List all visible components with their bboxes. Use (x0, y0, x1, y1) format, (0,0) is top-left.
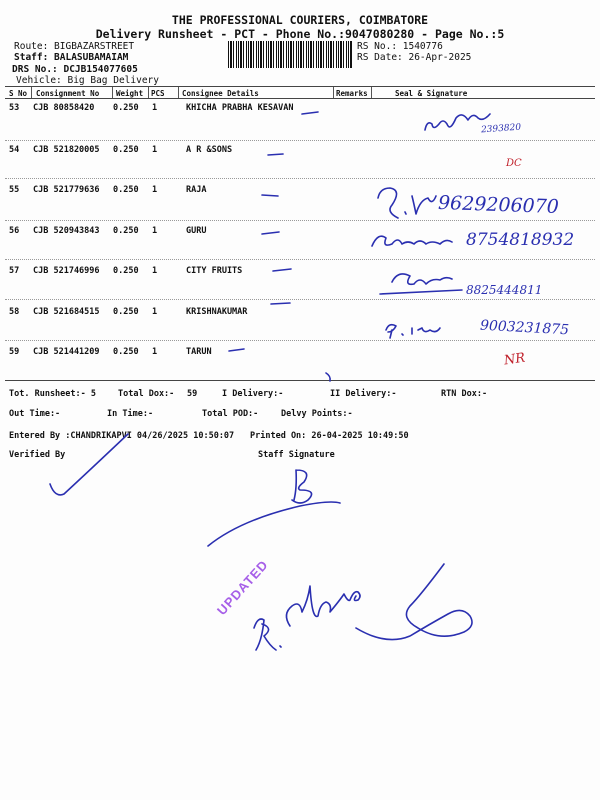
rs-date: RS Date: 26-Apr-2025 (357, 52, 472, 63)
updated-stamp: UPDATED (214, 556, 272, 619)
handwritten-number-56: 8754818932 (466, 230, 575, 250)
handwritten-note-54: DC (506, 158, 522, 169)
ii-delivery: II Delivery:- (330, 389, 397, 399)
rs-number: RS No.: 1540776 (357, 41, 443, 52)
handwritten-number-55: 9629206070 (437, 191, 560, 219)
row-54-weight: 0.250 (113, 145, 139, 155)
row-55-weight: 0.250 (113, 185, 139, 195)
signature-loop (356, 564, 472, 640)
tick-mark (262, 195, 278, 196)
row-56-weight: 0.250 (113, 226, 139, 236)
row-57-pcs: 1 (152, 266, 158, 276)
row-55-consignee: RAJA (186, 185, 207, 195)
handwritten-number-53: 2393820 (480, 122, 522, 136)
signature-58 (386, 325, 440, 338)
tick-mark (271, 303, 290, 304)
row-59-consignment: CJB 521441209 (33, 347, 100, 357)
col-consignee: Consignee Details (182, 89, 259, 98)
row-53-pcs: 1 (152, 103, 158, 113)
company-title: THE PROFESSIONAL COURIERS, COIMBATORE (171, 13, 429, 27)
row-57-consignment: CJB 521746996 (33, 266, 100, 276)
row-53-sno: 53 (9, 103, 20, 113)
row-59-pcs: 1 (152, 347, 158, 357)
staff-signature (292, 470, 312, 503)
row-57-sno: 57 (9, 266, 20, 276)
row-divider (5, 259, 595, 260)
tick-mark (229, 349, 244, 351)
row-58-sno: 58 (9, 307, 20, 317)
entered-by: Entered By :CHANDRIKAPVI 04/26/2025 10:50:07 (9, 431, 235, 441)
col-divider (371, 87, 372, 98)
row-56-sno: 56 (9, 226, 20, 236)
col-divider (31, 87, 32, 98)
tick-mark (268, 154, 283, 155)
row-55-pcs: 1 (152, 185, 158, 195)
row-53-weight: 0.250 (113, 103, 139, 113)
signature-55 (378, 188, 436, 218)
row-58-consignee: KRISHNAKUMAR (186, 307, 248, 317)
row-56-consignee: GURU (186, 226, 207, 236)
handwritten-number-58: 9003231875 (479, 317, 570, 339)
tick-mark (262, 232, 279, 234)
row-divider (5, 220, 595, 221)
row-54-pcs: 1 (152, 145, 158, 155)
row-59-consignee: TARUN (186, 347, 212, 357)
row-58-weight: 0.250 (113, 307, 139, 317)
row-53-consignment: CJB 80858420 (33, 103, 95, 113)
col-pcs: PCS (151, 89, 165, 98)
out-time: Out Time:- (9, 409, 61, 419)
total-dox-label: Total Dox:- (118, 389, 175, 399)
col-sno: S No (9, 89, 28, 98)
col-weight: Weight (116, 89, 144, 98)
staff-label: Staff: BALASUBAMAIAM (14, 52, 129, 63)
signature-chandrika (286, 586, 360, 626)
runsheet-subtitle: Delivery Runsheet - PCT - Phone No.:9047080280 - Page No.:5 (95, 27, 505, 41)
rtn-dox: RTN Dox:- (441, 389, 488, 399)
handwritten-note-59: NR (503, 350, 527, 369)
vehicle-label: Vehicle: Big Bag Delivery (16, 75, 159, 86)
row-57-weight: 0.250 (113, 266, 139, 276)
row-54-sno: 54 (9, 145, 20, 155)
total-runsheet: Tot. Runsheet:- 5 (9, 389, 96, 399)
row-57-consignee: CITY FRUITS (186, 266, 243, 276)
row-54-consignee: A R &SONS (186, 145, 233, 155)
row-divider (5, 140, 595, 141)
row-59-weight: 0.250 (113, 347, 139, 357)
col-divider (333, 87, 334, 98)
row-58-consignment: CJB 521684515 (33, 307, 100, 317)
printed-on: Printed On: 26-04-2025 10:49:50 (250, 431, 409, 441)
table-top-rule (5, 86, 595, 87)
total-dox-value: 59 (187, 389, 198, 399)
row-56-consignment: CJB 520943843 (33, 226, 100, 236)
signature-swash (208, 502, 340, 546)
row-54-consignment: CJB 521820005 (33, 145, 100, 155)
row-55-sno: 55 (9, 185, 20, 195)
col-remarks: Remarks (336, 89, 368, 98)
row-divider (5, 340, 595, 341)
row-divider (5, 299, 595, 300)
tick-mark (273, 269, 291, 271)
signature-chandrika (254, 619, 281, 650)
verified-checkmark (50, 434, 128, 495)
row-58-pcs: 1 (152, 307, 158, 317)
col-divider (178, 87, 179, 98)
route-label: Route: BIGBAZARSTREET (14, 41, 135, 52)
col-divider (112, 87, 113, 98)
row-55-consignment: CJB 521779636 (33, 185, 100, 195)
col-seal-signature: Seal & Signature (395, 89, 468, 98)
row-53-consignee: KHICHA PRABHA KESAVAN (186, 103, 294, 113)
row-59-sno: 59 (9, 347, 20, 357)
barcode (228, 41, 352, 68)
tick-mark (302, 112, 318, 114)
verified-by: Verified By (9, 450, 66, 460)
i-delivery: I Delivery:- (222, 389, 284, 399)
drs-number: DRS No.: DCJB154077605 (12, 64, 138, 75)
row-56-pcs: 1 (152, 226, 158, 236)
table-header-rule (5, 98, 595, 99)
signature-56 (372, 236, 452, 246)
table-bottom-rule (5, 380, 595, 381)
row-divider (5, 178, 595, 179)
col-divider (148, 87, 149, 98)
staff-signature-label: Staff Signature (258, 450, 335, 460)
total-pod: Total POD:- (202, 409, 259, 419)
in-time: In Time:- (107, 409, 154, 419)
col-consignment: Consignment No (36, 89, 100, 98)
signature-57 (380, 274, 462, 294)
handwritten-number-57: 8825444811 (466, 283, 543, 297)
delivery-points: Delvy Points:- (281, 409, 353, 419)
